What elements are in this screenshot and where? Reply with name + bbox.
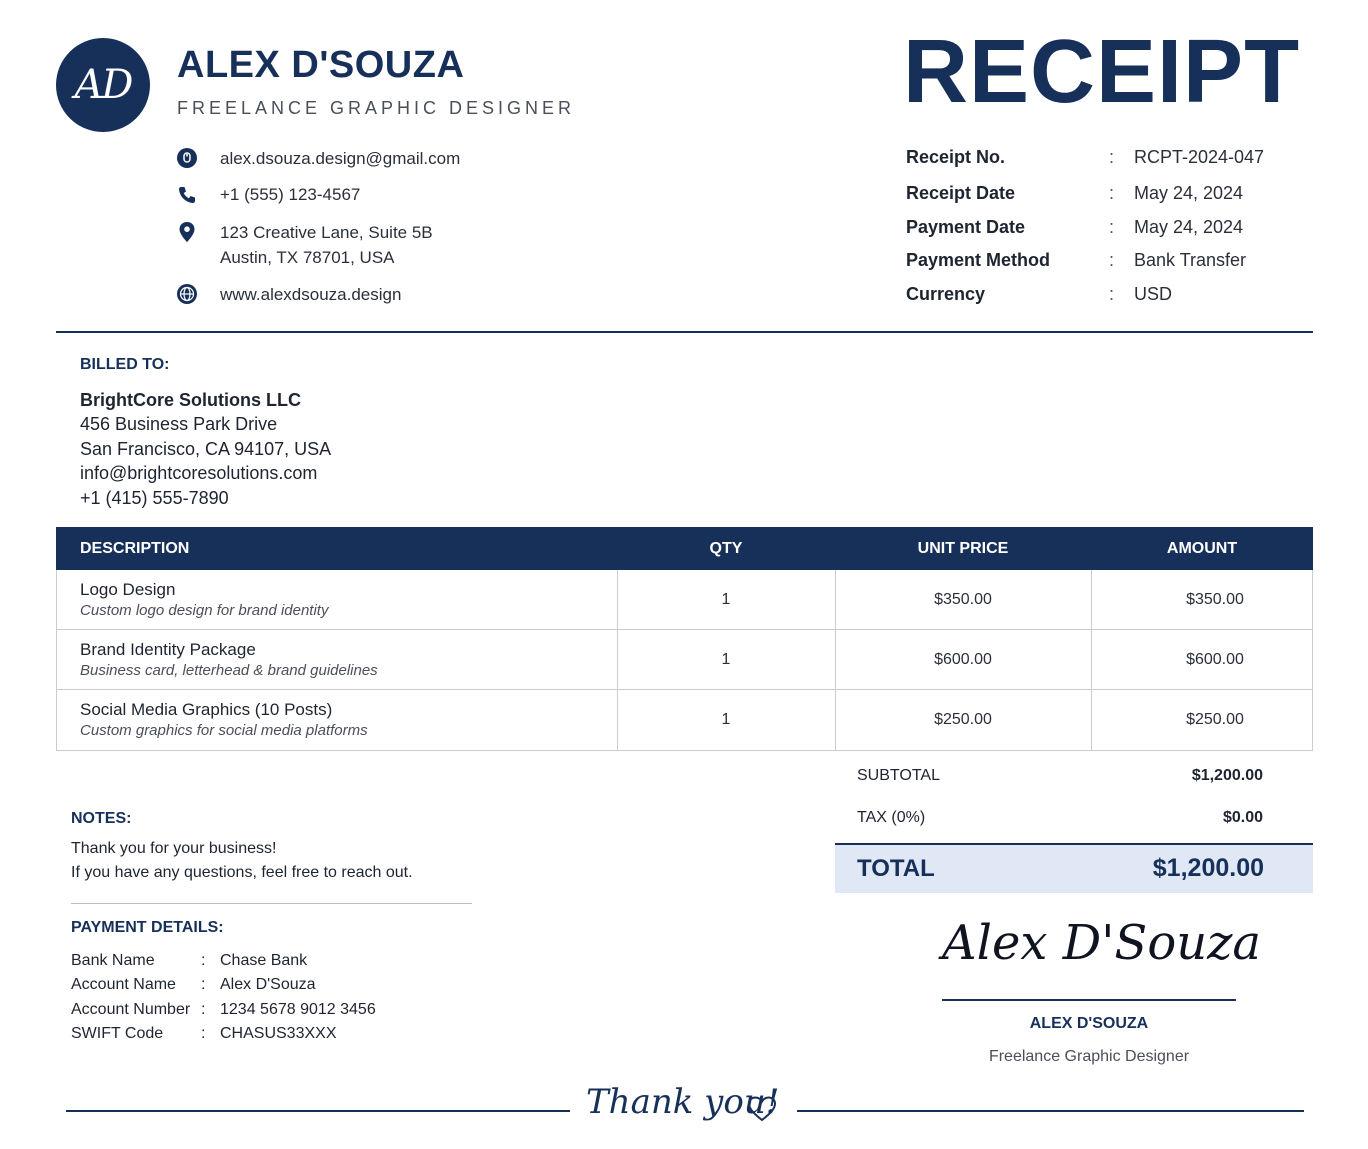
tax-label: TAX (0%)	[857, 809, 926, 826]
sender-email[interactable]: alex.dsouza.design@gmail.com	[220, 149, 461, 168]
globe-icon	[176, 283, 198, 305]
signature-role: Freelance Graphic Designer	[988, 1048, 1190, 1065]
billed-to-heading: BILLED TO:	[80, 356, 170, 373]
item-subtitle: Custom graphics for social media platforms	[80, 722, 368, 739]
item-unit-price: $250.00	[934, 711, 992, 728]
payment-heading: PAYMENT DETAILS:	[71, 919, 224, 936]
billed-company: BrightCore Solutions LLC	[80, 390, 301, 410]
tax-value: $0.00	[1222, 809, 1263, 826]
payment-value: Chase Bank	[220, 952, 308, 969]
sender-name: ALEX D'SOUZA	[177, 44, 465, 86]
receipt-field-row	[906, 183, 1326, 209]
subtotal-value: $1,200.00	[1191, 767, 1263, 784]
footer-line-left	[66, 1110, 570, 1112]
total-value: $1,200.00	[1152, 854, 1264, 882]
logo-text: AD	[74, 62, 132, 108]
billed-address-line2: San Francisco, CA 94107, USA	[80, 439, 332, 459]
signature-line	[942, 999, 1236, 1001]
payment-colon: :	[201, 976, 206, 993]
field-colon: :	[1109, 217, 1115, 237]
item-title: Social Media Graphics (10 Posts)	[80, 700, 333, 719]
field-label: Payment Date	[906, 217, 1026, 237]
footer-line-right	[797, 1110, 1304, 1112]
receipt-field-row	[906, 250, 1326, 276]
header-description: DESCRIPTION	[80, 540, 190, 557]
header-divider	[56, 331, 1313, 333]
location-pin-icon	[176, 221, 198, 243]
billed-address-line1: 456 Business Park Drive	[80, 414, 278, 434]
notes-heading: NOTES:	[71, 810, 132, 827]
field-label: Payment Method	[906, 250, 1051, 270]
field-colon: :	[1109, 183, 1115, 203]
total-box	[835, 843, 1313, 893]
field-value: May 24, 2024	[1134, 183, 1244, 203]
sender-phone: +1 (555) 123-4567	[220, 185, 361, 204]
notes-line2: If you have any questions, feel free to reach out.	[71, 864, 413, 881]
item-qty: 1	[721, 651, 731, 668]
payment-value: 1234 5678 9012 3456	[220, 1001, 376, 1018]
line-items-table	[56, 527, 1313, 751]
item-amount: $350.00	[1186, 591, 1244, 608]
subtotal-label: SUBTOTAL	[857, 767, 940, 784]
billed-phone: +1 (415) 555-7890	[80, 488, 229, 508]
header-qty: QTY	[709, 540, 743, 557]
heart-icon	[747, 1095, 777, 1123]
field-colon: :	[1109, 147, 1115, 167]
phone-icon	[176, 184, 198, 206]
sender-address-line1: 123 Creative Lane, Suite 5B	[220, 223, 433, 242]
item-title: Logo Design	[80, 580, 176, 599]
payment-colon: :	[201, 1025, 206, 1042]
sender-website[interactable]: www.alexdsouza.design	[220, 285, 402, 304]
receipt-heading: RECEIPT	[903, 22, 1301, 122]
payment-value: CHASUS33XXX	[220, 1025, 337, 1042]
sender-title: FREELANCE GRAPHIC DESIGNER	[177, 98, 576, 118]
item-amount: $600.00	[1186, 651, 1244, 668]
field-value: USD	[1134, 284, 1173, 304]
billed-email[interactable]: info@brightcoresolutions.com	[80, 463, 318, 483]
field-colon: :	[1109, 284, 1115, 304]
notes-line1: Thank you for your business!	[71, 840, 277, 857]
notes-divider	[71, 903, 472, 904]
field-label: Currency	[906, 284, 986, 304]
table-header	[56, 527, 1313, 570]
table-row	[56, 570, 1313, 630]
item-unit-price: $600.00	[934, 651, 992, 668]
sender-address-line2: Austin, TX 78701, USA	[220, 248, 395, 267]
signature-name: ALEX D'SOUZA	[1029, 1015, 1149, 1032]
table-row	[56, 630, 1313, 690]
receipt-field-row	[906, 147, 1326, 173]
payment-colon: :	[201, 952, 206, 969]
payment-label: Bank Name	[71, 952, 155, 969]
payment-colon: :	[201, 1001, 206, 1018]
field-colon: :	[1109, 250, 1115, 270]
table-row	[56, 690, 1313, 750]
email-icon	[176, 147, 198, 169]
total-label: TOTAL	[857, 855, 935, 882]
payment-label: Account Name	[71, 976, 176, 993]
thank-you-text: Thank you!	[586, 1082, 780, 1122]
field-label: Receipt No.	[906, 147, 1006, 167]
signature-script: Alex D'Souza	[942, 915, 1262, 971]
item-subtitle: Business card, letterhead & brand guidelines	[80, 662, 378, 679]
logo-monogram	[56, 38, 150, 132]
item-amount: $250.00	[1186, 711, 1244, 728]
item-qty: 1	[721, 711, 731, 728]
receipt-field-row	[906, 217, 1326, 243]
receipt-field-row	[906, 284, 1326, 310]
item-subtitle: Custom logo design for brand identity	[80, 602, 329, 619]
header-unit-price: UNIT PRICE	[917, 540, 1009, 557]
item-qty: 1	[721, 591, 731, 608]
item-title: Brand Identity Package	[80, 640, 256, 659]
payment-label: Account Number	[71, 1001, 191, 1018]
field-value: May 24, 2024	[1134, 217, 1244, 237]
field-value: Bank Transfer	[1134, 250, 1247, 270]
item-unit-price: $350.00	[934, 591, 992, 608]
field-value: RCPT-2024-047	[1134, 147, 1265, 167]
header-amount: AMOUNT	[1166, 540, 1238, 557]
field-label: Receipt Date	[906, 183, 1016, 203]
payment-label: SWIFT Code	[71, 1025, 164, 1042]
payment-value: Alex D'Souza	[220, 976, 316, 993]
